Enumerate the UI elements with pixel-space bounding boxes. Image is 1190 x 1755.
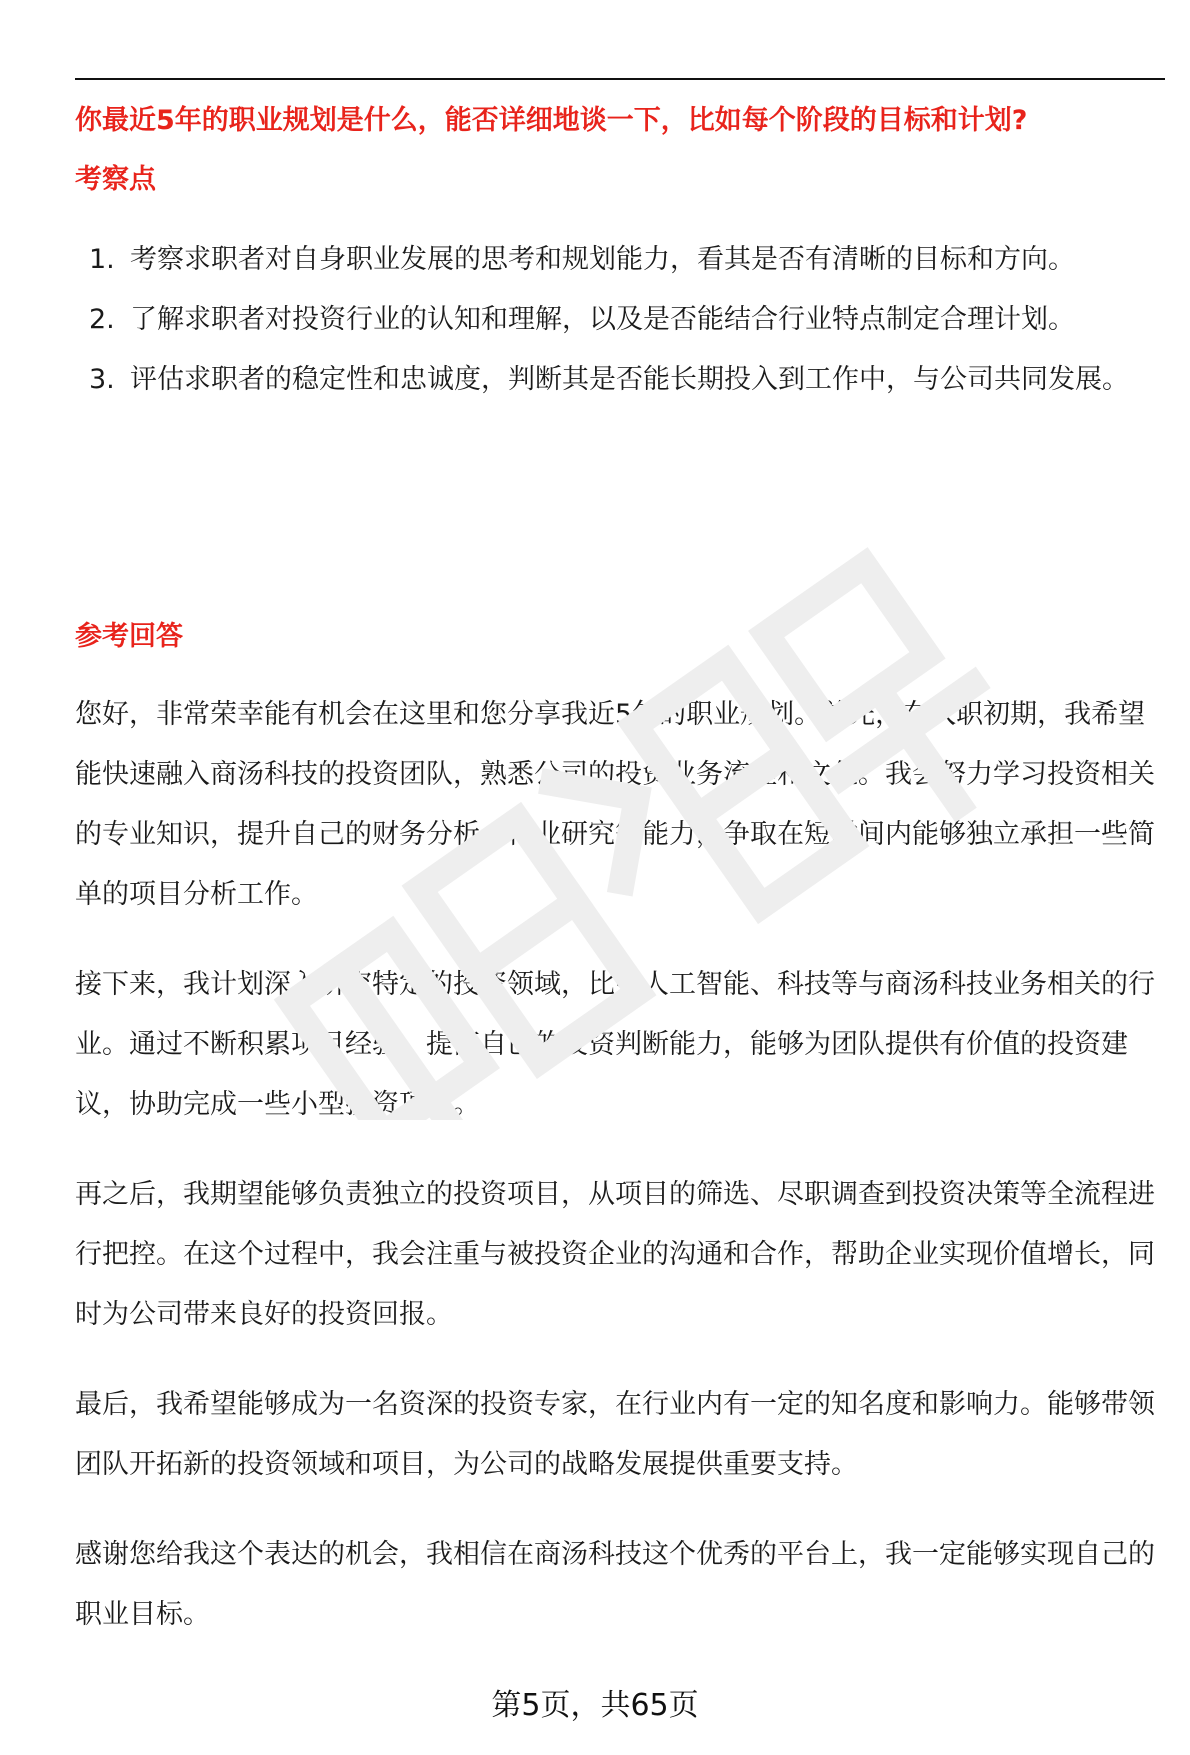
list-item-number: 2. [89, 304, 115, 335]
list-item-number: 3. [89, 364, 115, 395]
top-divider [75, 78, 1165, 80]
answer-heading: 参考回答 [75, 621, 183, 652]
list-item-text: 评估求职者的稳定性和忠诚度，判断其是否能长期投入到工作中，与公司共同发展。 [130, 364, 1129, 395]
list-item [75, 290, 1165, 350]
question-title: 你最近5年的职业规划是什么，能否详细地谈一下，比如每个阶段的目标和计划? [75, 105, 1028, 136]
answer-paragraph: 再之后，我期望能够负责独立的投资项目，从项目的筛选、尽职调查到投资决策等全流程进行把控。在这个过程中，我会注重与被投资企业的沟通和合作，帮助企业实现价值增长，同时为公司带来良好的投资回报。 [75, 1179, 1155, 1330]
list-item [75, 230, 1165, 290]
list-item-text: 了解求职者对投资行业的认知和理解，以及是否能结合行业特点制定合理计划。 [130, 304, 1075, 335]
list-item-number: 1. [89, 244, 115, 275]
answer-paragraph: 您好，非常荣幸能有机会在这里和您分享我近5年的职业规划。首先，在入职初期，我希望能快速融入商汤科技的投资团队，熟悉公司的投资业务流程和文化。我会努力学习投资相关的专业知识，提升自己的财务分析、行业研究等能力，争取在短时间内能够独立承担一些简单的项目分析工作。 [75, 699, 1155, 910]
answer-paragraph: 接下来，我计划深入研究特定的投资领域，比如人工智能、科技等与商汤科技业务相关的行业。通过不断积累项目经验，提高自己的投资判断能力，能够为团队提供有价值的投资建议，协助完成一些小型投资项目。 [75, 969, 1155, 1120]
list-item-text: 考察求职者对自身职业发展的思考和规划能力，看其是否有清晰的目标和方向。 [130, 244, 1075, 275]
points-heading: 考察点 [75, 164, 156, 195]
answer-paragraph: 最后，我希望能够成为一名资深的投资专家，在行业内有一定的知名度和影响力。能够带领团队开拓新的投资领域和项目，为公司的战略发展提供重要支持。 [75, 1389, 1155, 1480]
list-item [75, 350, 1165, 410]
answer-paragraph: 感谢您给我这个表达的机会，我相信在商汤科技这个优秀的平台上，我一定能够实现自己的职业目标。 [75, 1539, 1155, 1630]
page-number: 第5页，共65页 [491, 1688, 699, 1723]
points-list [75, 230, 1165, 410]
